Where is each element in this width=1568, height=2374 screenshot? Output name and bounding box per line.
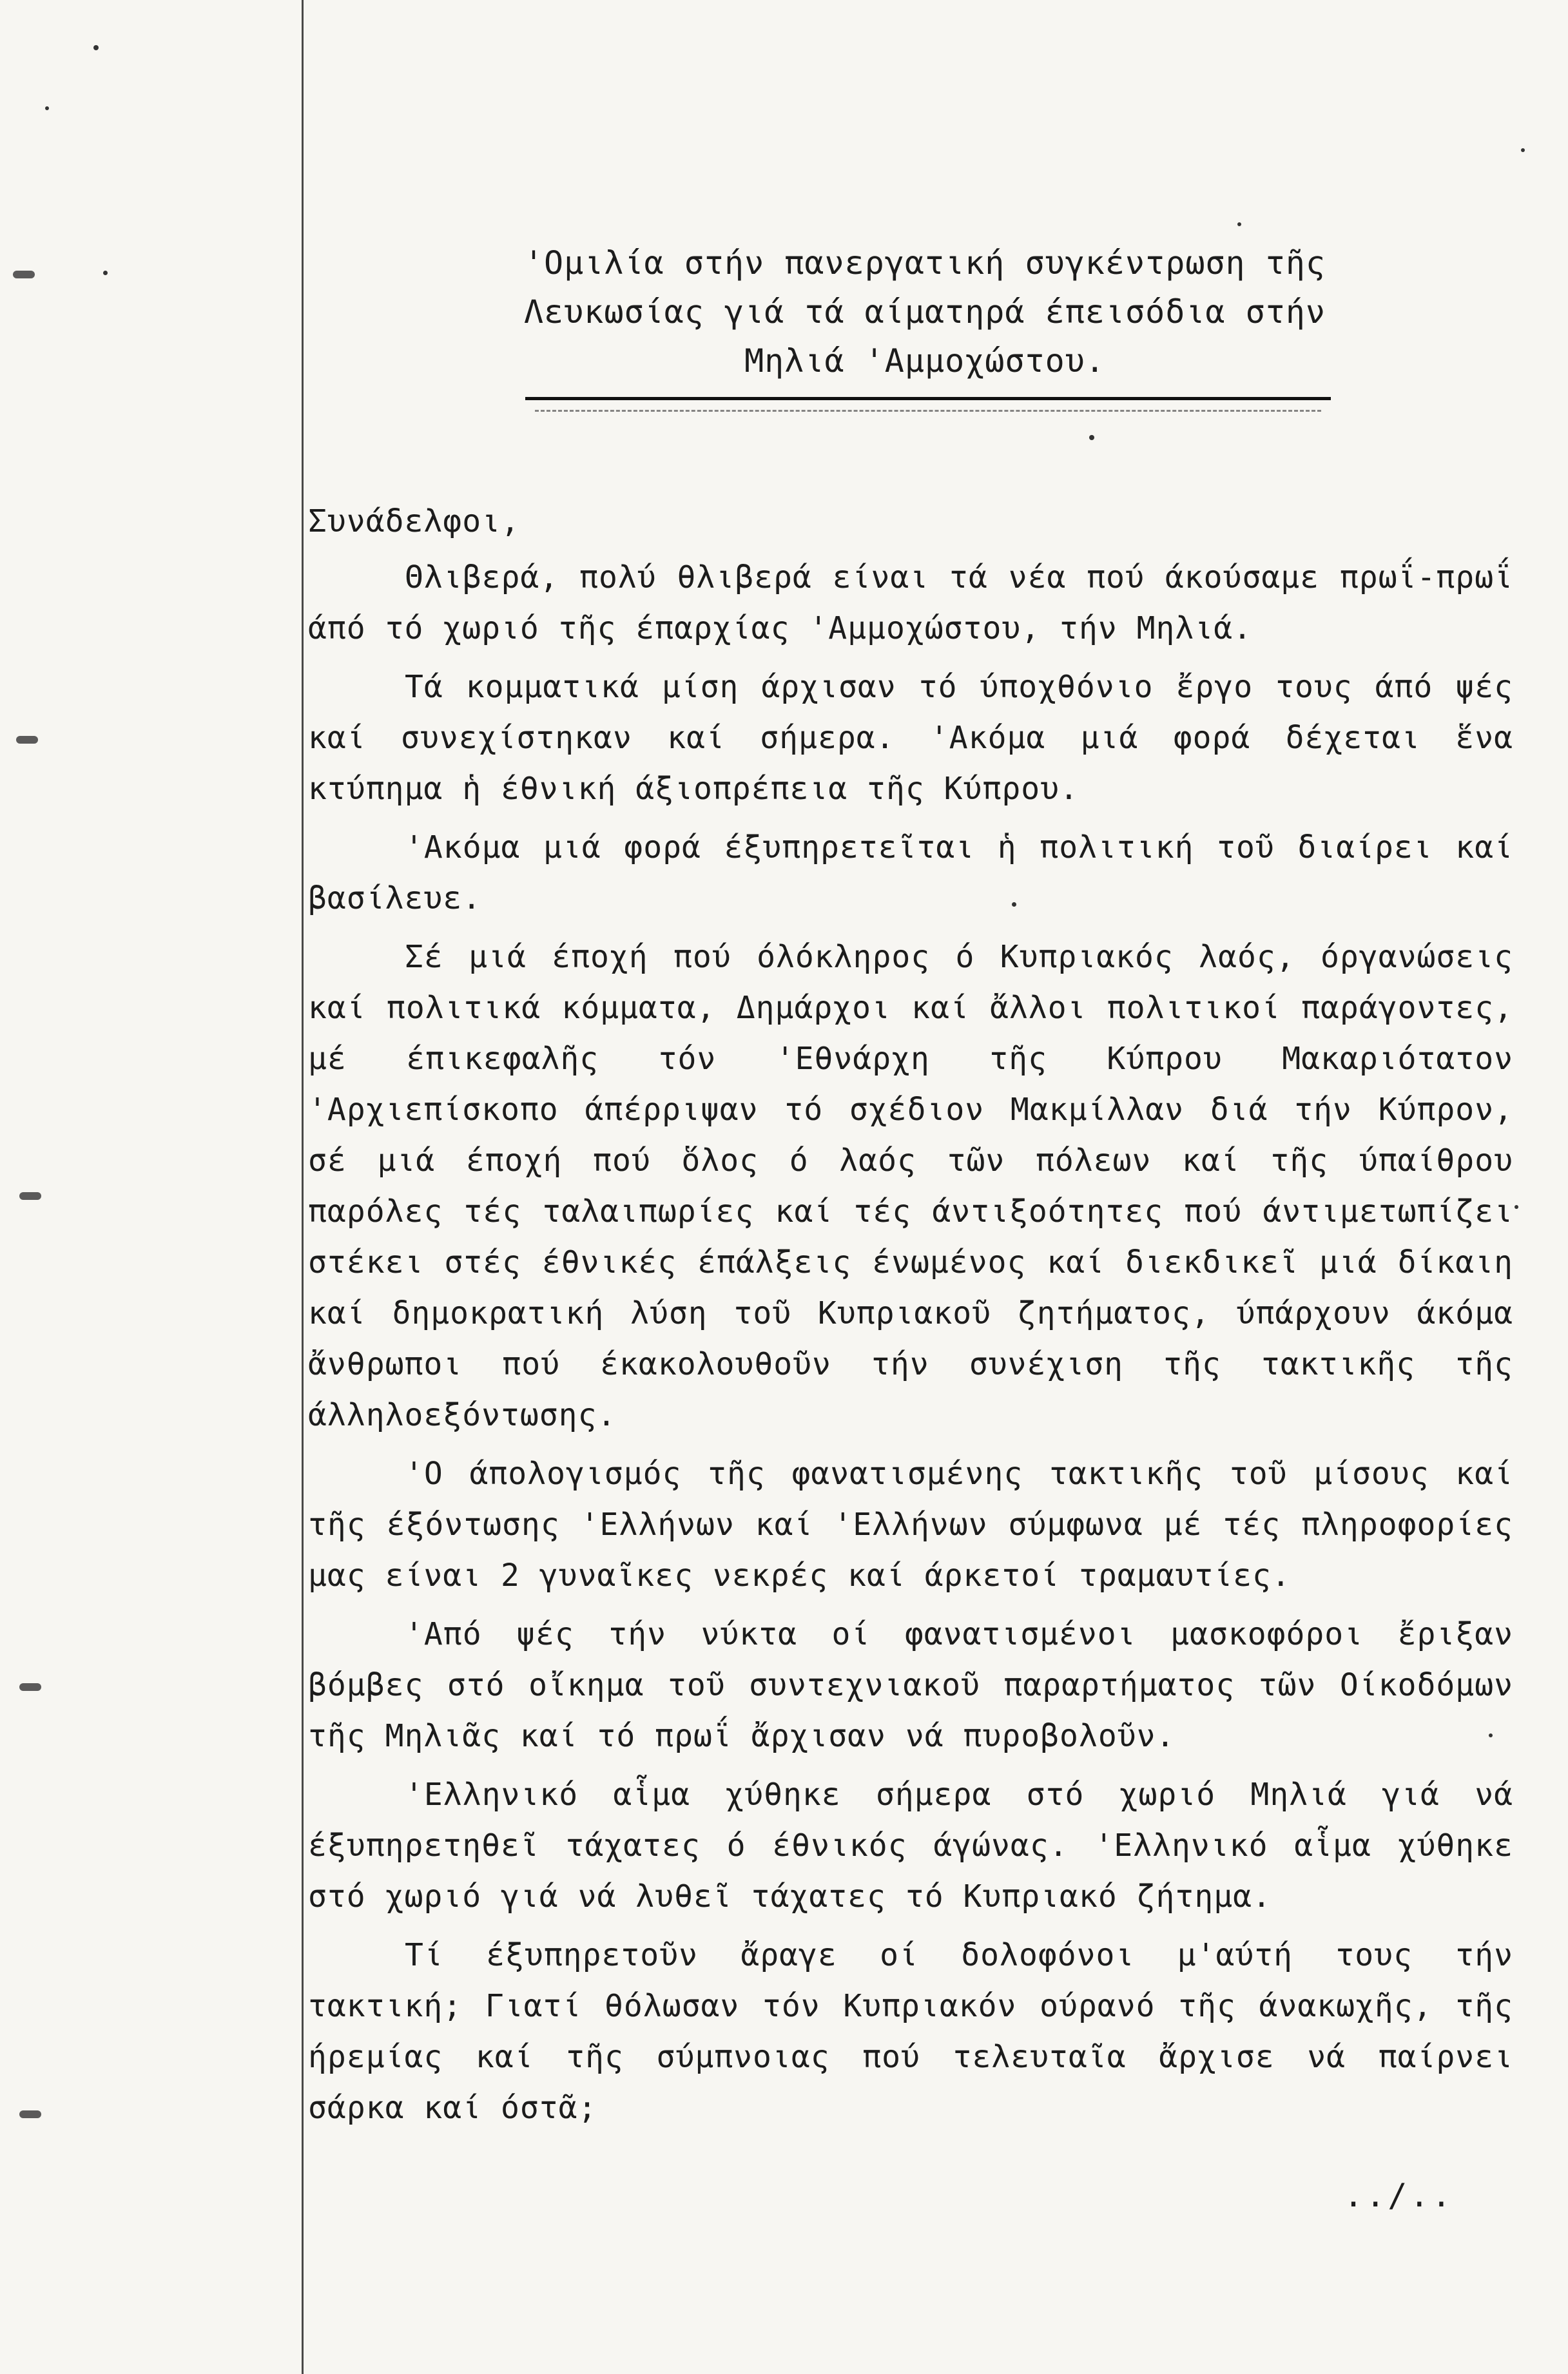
title-line-1: 'Ομιλία στήν πανεργατική συγκέντρωση τῆς	[523, 244, 1326, 282]
scan-mark	[19, 1683, 41, 1691]
left-margin-line	[302, 0, 304, 2374]
paragraph-7: 'Ελληνικό αἷμα χύθηκε σήμερα στό χωριό Μηλιά γιά νά έξυπηρετηθεῖ τάχατες ό έθνικός άγώνας. 'Ελληνικό αἷμα χύθηκε στό χωριό γιά νά λυθεῖ τάχατες τό Κυπριακό ζήτημα.	[308, 1777, 1513, 1915]
speech-body	[308, 496, 1513, 2139]
paragraph-6: 'Από ψές τήν νύκτα οί φανατισμένοι μασκοφόροι ἔριξαν βόμβες στό οἴκημα τοῦ συντεχνιακοῦ παραρτήματος τῶν Οίκοδόμων τῆς Μηλιᾶς καί τό πρωΐ ἄρχισαν νά πυροβολοῦν.	[308, 1616, 1513, 1754]
scan-speck	[1515, 1205, 1518, 1209]
paragraph-5: 'Ο άπολογισμός τῆς φανατισμένης τακτικῆς τοῦ μίσους καί τῆς έξόντωσης 'Ελλήνων καί 'Ελλήνων σύμφωνα μέ τές πληροφορίες μας είναι 2 γυναῖκες νεκρές καί άρκετοί τραμαυτίες.	[308, 1456, 1513, 1594]
paragraph-3: 'Ακόμα μιά φορά έξυπηρετεῖται ἡ πολιτική τοῦ διαίρει καί βασίλευε.	[308, 829, 1513, 916]
scan-mark	[19, 1192, 41, 1200]
title-line-3: Μηλιά 'Αμμοχώστου.	[744, 342, 1105, 380]
paragraph-1: Θλιβερά, πολύ θλιβερά είναι τά νέα πού άκούσαμε πρωΐ-πρωΐ άπό τό χωριό τῆς έπαρχίας 'Αμμοχώστου, τήν Μηλιά.	[308, 559, 1513, 646]
scan-speck	[93, 45, 99, 50]
salutation: Συνάδελφοι,	[308, 503, 520, 539]
paragraph-8: Τί έξυπηρετοῦν ἄραγε οί δολοφόνοι μ'αύτή τους τήν τακτική; Γιατί θόλωσαν τόν Κυπριακόν ούρανό τῆς άνακωχῆς, τῆς ήρεμίας καί τῆς σύμπνοιας πού τελευταῖα ἄρχισε νά παίρνει σάρκα καί όστᾶ;	[308, 1937, 1513, 2126]
speech-title	[509, 238, 1341, 385]
scan-mark	[13, 271, 35, 278]
scan-speck	[1089, 435, 1094, 440]
scan-speck	[45, 106, 49, 110]
title-dashed-rule	[535, 410, 1321, 412]
paragraph-4: Σέ μιά έποχή πού όλόκληρος ό Κυπριακός λαός, όργανώσεις καί πολιτικά κόμματα, Δημάρχοι καί ἄλλοι πολιτικοί παράγοντες, μέ έπικεφαλῆς τόν 'Εθνάρχη τῆς Κύπρου Μακαριότατον 'Αρχιεπίσκοπο άπέρριψαν τό σχέδιον Μακμίλλαν διά τήν Κύπρον, σέ μιά έποχή πού ὅλος ό λαός τῶν πόλεων καί τῆς ύπαίθρου παρόλες τές ταλαιπωρίες καί τές άντιξοότητες πού άντιμετωπίζει στέκει στές έθνικές έπάλξεις ένωμένος καί διεκδικεῖ μιά δίκαιη καί δημοκρατική λύση τοῦ Κυπριακοῦ ζητήματος, ύπάρχουν άκόμα ἄνθρωποι πού έκακολουθοῦν τήν συνέχιση τῆς τακτικῆς τῆς άλληλοεξόντωσης.	[308, 939, 1513, 1433]
scan-mark	[16, 736, 38, 744]
continued-mark: ../..	[1344, 2177, 1454, 2214]
scan-mark	[19, 2110, 41, 2118]
scan-speck	[1237, 222, 1241, 226]
title-underline	[525, 397, 1331, 400]
scan-speck	[1521, 148, 1525, 152]
paragraph-2: Τά κομματικά μίση άρχισαν τό ύποχθόνιο ἔργο τους άπό ψές καί συνεχίστηκαν καί σήμερα. 'Ακόμα μιά φορά δέχεται ἕνα κτύπημα ἡ έθνική άξιοπρέπεια τῆς Κύπρου.	[308, 669, 1513, 807]
title-line-2: Λευκωσίας γιά τά αίματηρά έπεισόδια στήν	[523, 293, 1326, 331]
scan-speck	[103, 271, 108, 275]
